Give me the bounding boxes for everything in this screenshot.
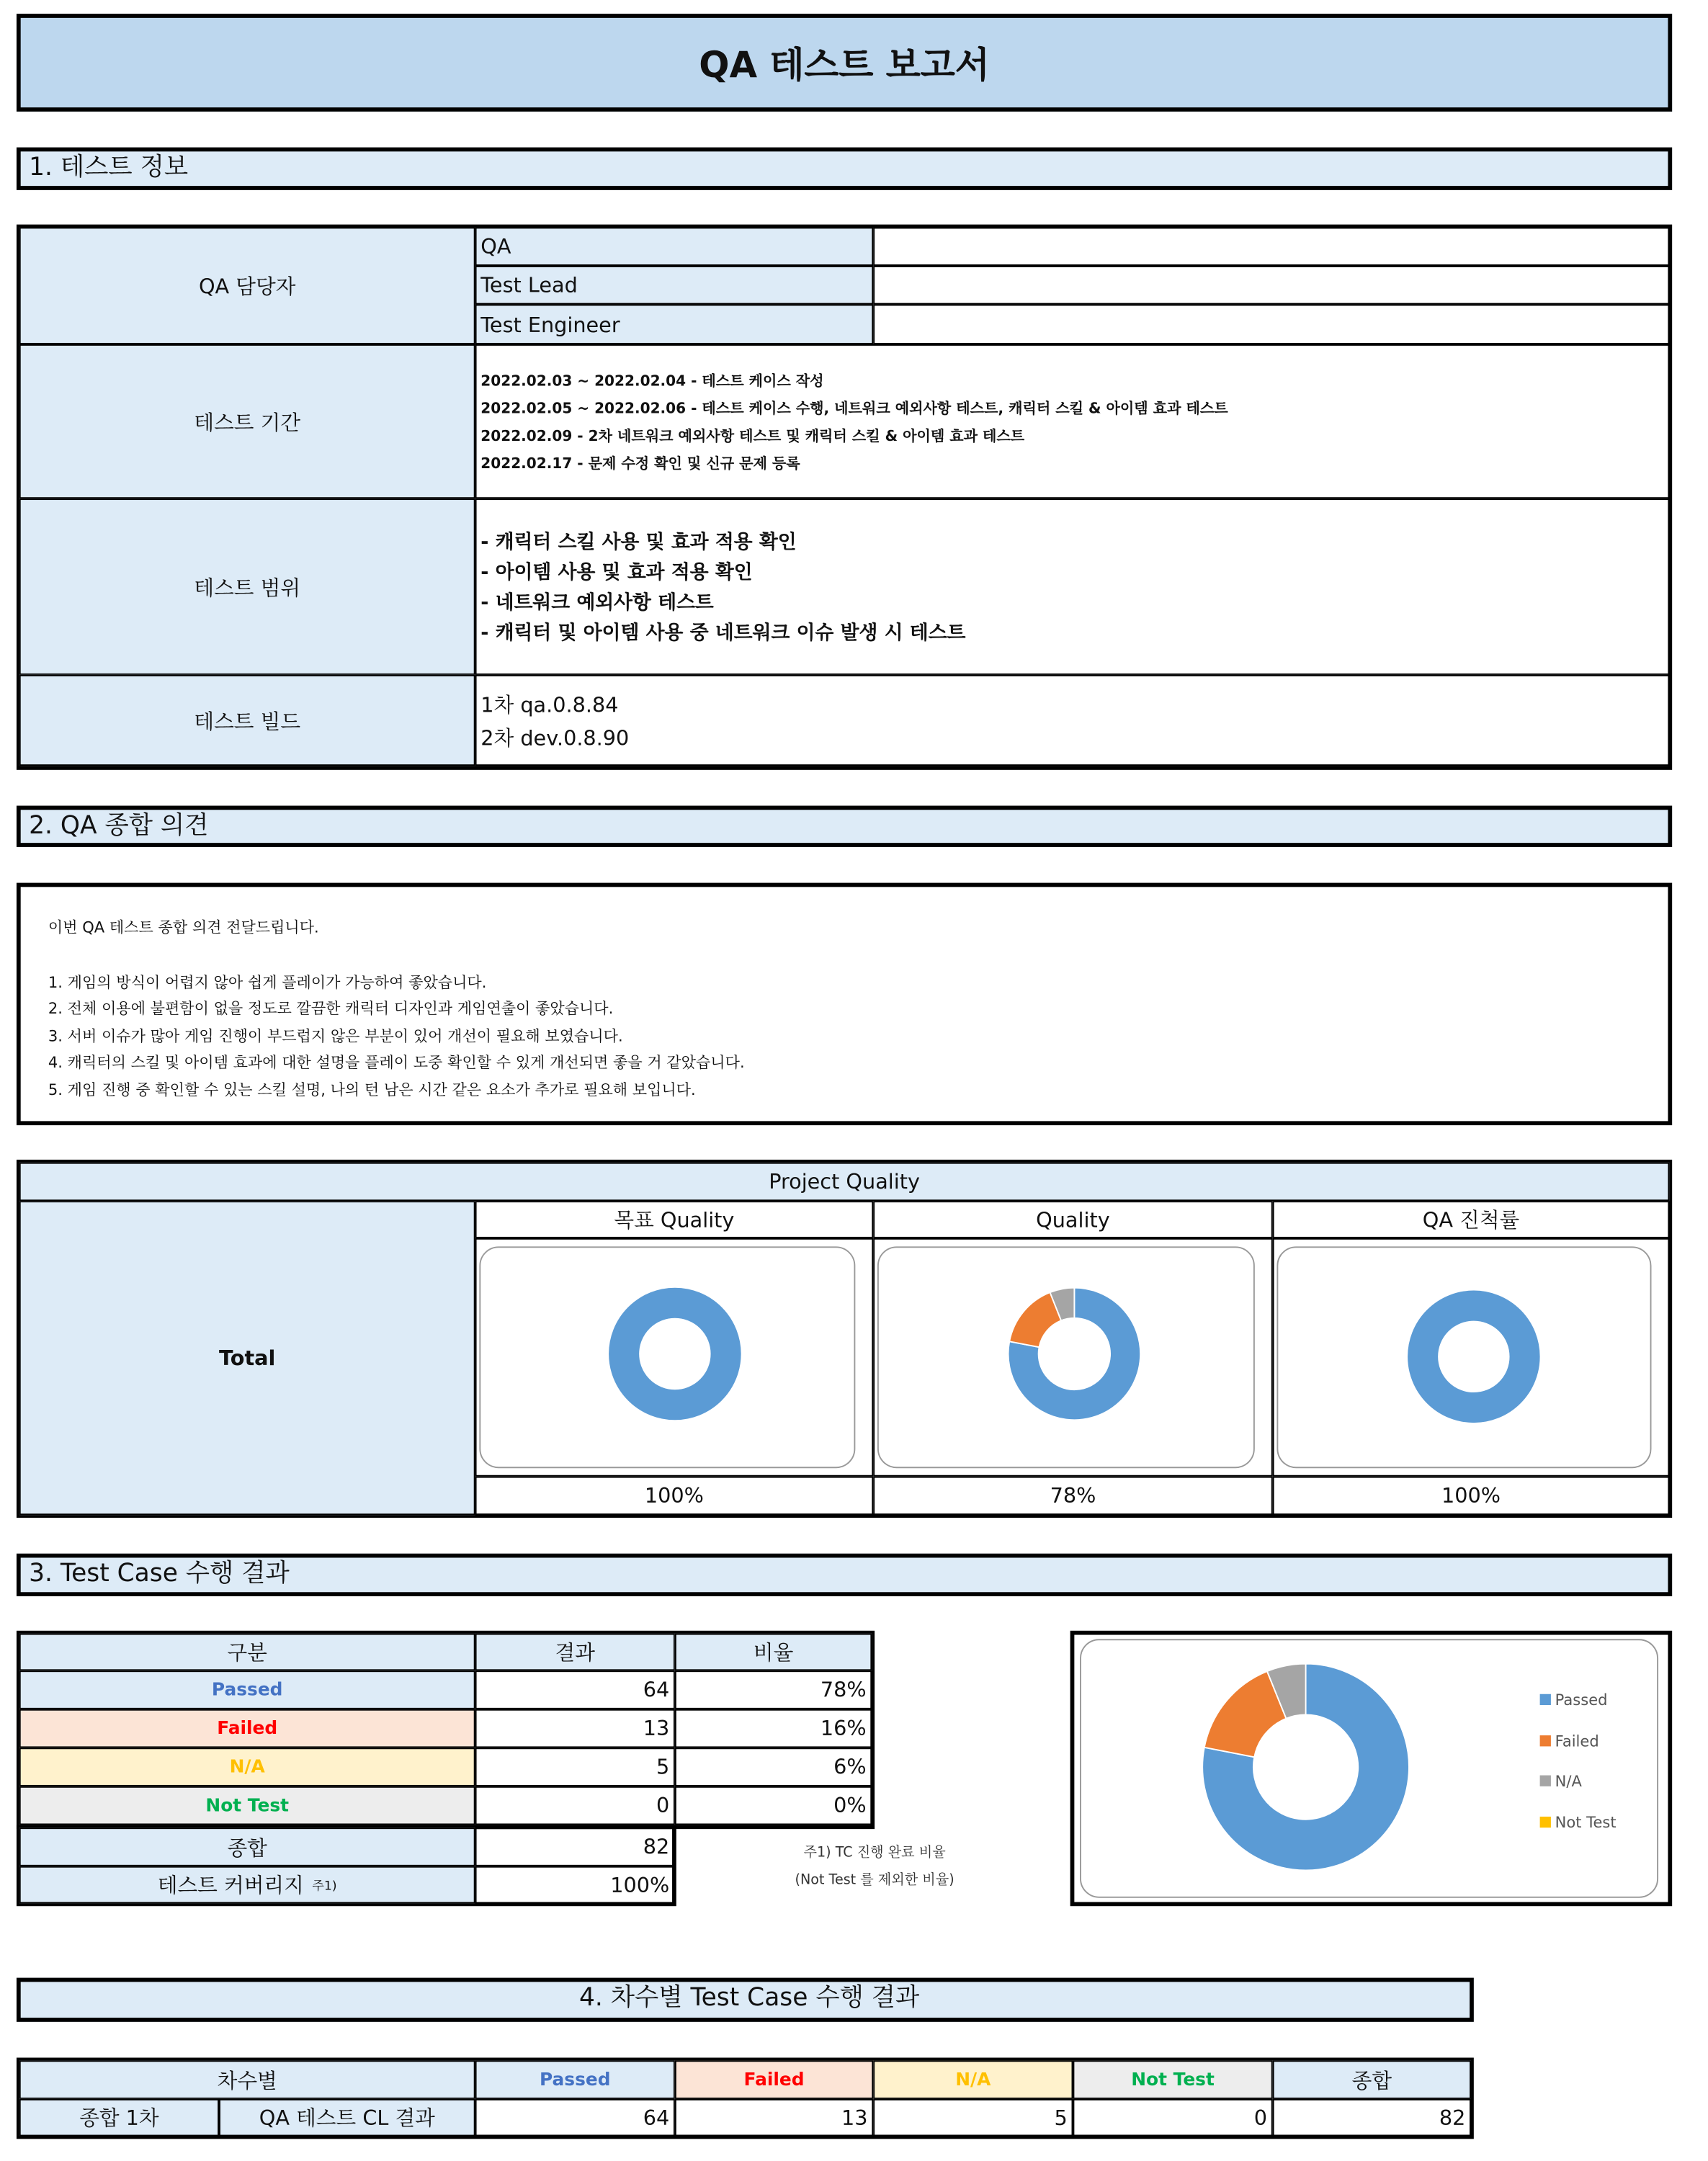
role-test-engineer-value[interactable] xyxy=(873,305,1669,344)
legend-swatch xyxy=(1540,1694,1551,1705)
col-header-result: 결과 xyxy=(475,1634,675,1671)
scope-line: - 캐릭터 및 아이템 사용 중 네트워크 이슈 발생 시 테스트 xyxy=(480,622,966,645)
note-line: 주1) TC 진행 완료 비율 xyxy=(803,1845,946,1861)
legend-label: Not Test xyxy=(1555,1813,1617,1832)
status-label-failed: Failed xyxy=(19,1709,475,1748)
legend-swatch xyxy=(1540,1816,1551,1827)
legend-item xyxy=(1540,1813,1617,1853)
opinion-item: 5. 게임 진행 중 확인할 수 있는 스킬 설명, 나의 턴 남은 시간 같은 요소가 추가로 필요해 보입니다. xyxy=(48,1080,696,1099)
quality-col-header: QA 진척률 xyxy=(1273,1201,1670,1238)
round-col-header: N/A xyxy=(873,2060,1073,2099)
coverage-note xyxy=(743,1840,1005,1894)
round-failed-value: 13 xyxy=(675,2099,873,2137)
qa-opinion-box xyxy=(17,883,1672,1126)
quality-pct: 100% xyxy=(1273,1477,1670,1516)
round-col-header: Passed xyxy=(475,2060,675,2099)
round-col-header: 차수별 xyxy=(19,2060,475,2099)
coverage-label xyxy=(19,1866,475,1904)
scope-line: - 캐릭터 스킬 사용 및 효과 적용 확인 xyxy=(480,532,797,554)
scope-line: - 네트워크 예외사항 테스트 xyxy=(480,592,714,614)
status-ratio: 0% xyxy=(675,1786,872,1825)
chart-legend xyxy=(1540,1691,1617,1854)
period-line: 2022.02.03 ~ 2022.02.04 - 테스트 케이스 작성 xyxy=(480,373,824,390)
test-period-value xyxy=(475,344,1670,498)
report-title: QA 테스트 보고서 xyxy=(699,45,990,87)
legend-item xyxy=(1540,1773,1617,1813)
round-name: QA 테스트 CL 결과 xyxy=(219,2099,475,2137)
scope-line: - 아이템 사용 및 효과 적용 확인 xyxy=(480,562,753,584)
section-1-header: 1. 테스트 정보 xyxy=(17,148,1672,190)
test-scope-label: 테스트 범위 xyxy=(19,498,475,675)
legend-item xyxy=(1540,1732,1617,1772)
status-ratio: 16% xyxy=(675,1709,872,1748)
round-na-value: 5 xyxy=(873,2099,1073,2137)
status-label-nottest: Not Test xyxy=(19,1786,475,1825)
total-label: Total xyxy=(219,1346,276,1371)
legend-label: Passed xyxy=(1555,1691,1608,1709)
coverage-note-mark: 주1) xyxy=(312,1879,337,1894)
quality-row-label xyxy=(19,1201,475,1515)
quality-donut xyxy=(1006,1285,1143,1423)
qa-progress-donut xyxy=(1405,1288,1542,1426)
section-2-header: 2. QA 종합 의견 xyxy=(17,806,1672,847)
round-col-header: Not Test xyxy=(1073,2060,1272,2099)
role-qa-value[interactable] xyxy=(873,227,1669,266)
section-4-header xyxy=(17,1978,1474,2022)
total-count: 82 xyxy=(475,1827,675,1866)
legend-item xyxy=(1540,1691,1617,1732)
role-test-lead-value[interactable] xyxy=(873,266,1669,305)
status-ratio: 6% xyxy=(675,1748,872,1786)
build-line: 2차 dev.0.8.90 xyxy=(480,725,630,751)
coverage-value: 100% xyxy=(475,1866,675,1904)
test-build-label: 테스트 빌드 xyxy=(19,675,475,766)
period-line: 2022.02.17 - 문제 수정 확인 및 신규 문제 등록 xyxy=(480,455,800,473)
period-line: 2022.02.05 ~ 2022.02.06 - 테스트 케이스 수행, 네트워크 예외사항 테스트, 캐릭터 스킬 & 아이템 효과 테스트 xyxy=(480,401,1228,418)
role-qa: QA xyxy=(475,227,874,266)
legend-swatch xyxy=(1540,1776,1551,1786)
qa-owner-label: QA 담당자 xyxy=(19,227,475,344)
opinion-item: 3. 서버 이슈가 많아 게임 진행이 부드럽지 않은 부분이 있어 개선이 필요해 보였습니다. xyxy=(48,1026,623,1045)
tc-result-donut xyxy=(1199,1661,1411,1873)
opinion-item: 2. 전체 이용에 불편함이 없을 정도로 깔끔한 캐릭터 디자인과 게임연출이 좋았습니다. xyxy=(48,1000,614,1019)
role-test-lead: Test Lead xyxy=(475,266,874,305)
total-label: 종합 xyxy=(19,1827,475,1866)
test-scope-value xyxy=(475,498,1670,675)
status-count: 5 xyxy=(475,1748,675,1786)
status-count: 0 xyxy=(475,1786,675,1825)
opinion-item: 1. 게임의 방식이 어렵지 않아 쉽게 플레이가 가능하여 좋았습니다. xyxy=(48,973,487,991)
test-period-label: 테스트 기간 xyxy=(19,344,475,498)
target-quality-donut xyxy=(606,1285,743,1423)
quality-pct: 100% xyxy=(475,1477,874,1516)
status-count: 64 xyxy=(475,1670,675,1709)
round-col-header: Failed xyxy=(675,2060,873,2099)
col-header-ratio: 비율 xyxy=(675,1634,872,1671)
legend-label: Failed xyxy=(1555,1732,1599,1750)
round-passed-value: 64 xyxy=(475,2099,675,2137)
quality-col-header: Quality xyxy=(873,1201,1272,1238)
report-title-bar xyxy=(17,14,1672,112)
legend-swatch xyxy=(1540,1735,1551,1745)
role-test-engineer: Test Engineer xyxy=(475,305,874,344)
round-label: 종합 1차 xyxy=(19,2099,219,2137)
opinion-item: 4. 캐릭터의 스킬 및 아이템 효과에 대한 설명을 플레이 도중 확인할 수 있게 개선되면 좋을 거 같았습니다. xyxy=(48,1054,745,1073)
col-header-category: 구분 xyxy=(19,1634,475,1671)
status-label-na: N/A xyxy=(19,1748,475,1786)
project-quality-title: Project Quality xyxy=(19,1163,1670,1202)
round-total-value: 82 xyxy=(1273,2099,1471,2137)
status-count: 13 xyxy=(475,1709,675,1748)
donut-slice-passed xyxy=(624,1303,725,1405)
quality-col-header: 목표 Quality xyxy=(475,1201,874,1238)
test-build-value xyxy=(475,675,1670,766)
build-line: 1차 qa.0.8.84 xyxy=(480,692,619,718)
status-label-passed: Passed xyxy=(19,1670,475,1709)
section-4-title: 4. 차수별 Test Case 수행 결과 xyxy=(578,1983,920,2013)
round-col-header: 종합 xyxy=(1273,2060,1471,2099)
quality-pct: 78% xyxy=(873,1477,1272,1516)
round-not_test-value: 0 xyxy=(1073,2099,1272,2137)
legend-label: N/A xyxy=(1555,1772,1582,1791)
status-ratio: 78% xyxy=(675,1670,872,1709)
section-3-header: 3. Test Case 수행 결과 xyxy=(17,1554,1672,1596)
note-line: (Not Test 를 제외한 비율) xyxy=(795,1873,954,1889)
donut-slice-passed xyxy=(1423,1306,1524,1408)
opinion-intro: 이번 QA 테스트 종합 의견 전달드립니다. xyxy=(48,918,319,937)
period-line: 2022.02.09 - 2차 네트워크 예외사항 테스트 및 캐릭터 스킬 & 아이템 효과 테스트 xyxy=(480,428,1025,445)
coverage-label-text: 테스트 커버리지 xyxy=(157,1873,304,1898)
